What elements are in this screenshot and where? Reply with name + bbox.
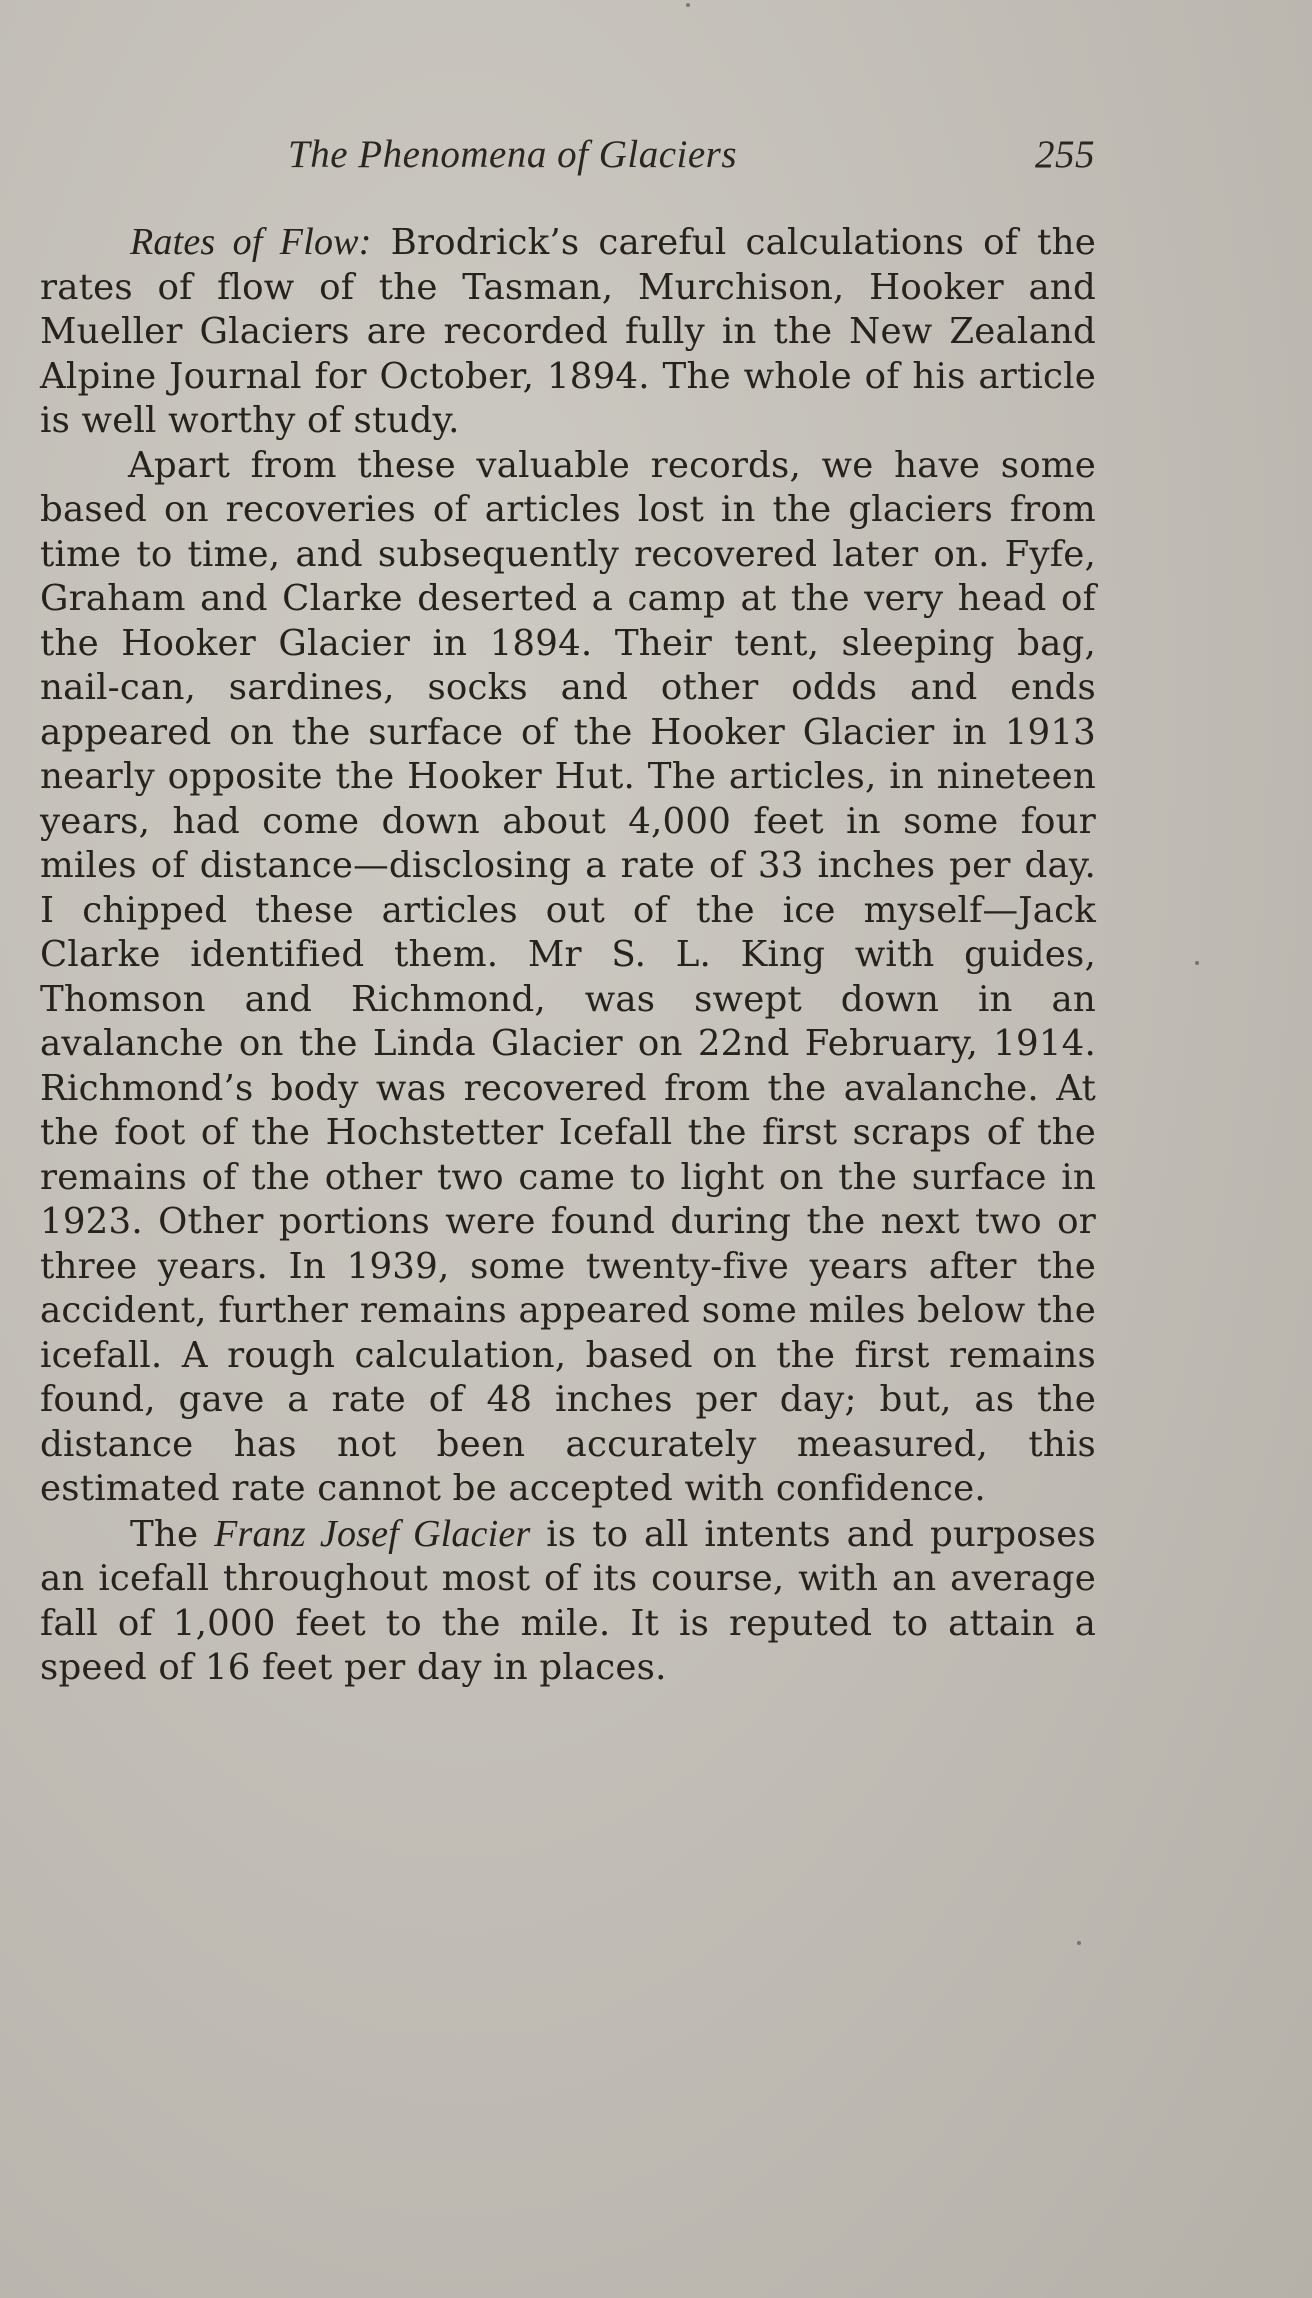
paragraph-franz-josef <box>40 1512 1096 1691</box>
body-text <box>40 220 1096 1691</box>
paragraph-rates-of-flow <box>40 220 1096 444</box>
paragraph-2-text: Apart from these valuable records, we have some based on recoveries of articles lost in the glaciers from time to time, and subsequently recovered later on. Fyfe, Graham and Clarke deserted a camp at the very head of the Hooker Glacier in 1894. Their tent, sleeping bag, nail-can, sardines, socks and other odds and ends appeared on the surface of the Hooker Glacier in 1913 nearly opposite the Hooker Hut. The articles, in nineteen years, had come down about 4,000 feet in some four miles of distance—disclosing a rate of 33 inches per day. I chipped these articles out of the ice myself—Jack Clarke identified them. Mr S. L. King with guides, Thomson and Richmond, was swept down in an avalanche on the Linda Glacier on 22nd February, 1914. Richmond’s body was recovered from the avalanche. At the foot of the Hochstetter Icefall the first scraps of the remains of the other two came to light on the surface in 1923. Other portions were found during the next two or three years. In 1939, some twenty-five years after the accident, further remains appeared some miles below the icefall. A rough calculation, based on the first remains found, gave a rate of 48 inches per day; but, as the distance has not been accurately measured, this estimated rate cannot be accepted with confidence. <box>40 444 1096 1509</box>
running-title: The Phenomena of Glaciers <box>288 133 738 176</box>
paper-speck <box>686 3 690 7</box>
running-head <box>40 132 1095 182</box>
paper-speck <box>1195 961 1199 965</box>
section-lead-in: Rates of Flow: <box>130 221 372 263</box>
franz-josef-glacier-name: Franz Josef Glacier <box>214 1512 531 1555</box>
page-number: 255 <box>1035 133 1095 176</box>
paragraph-3-pre: The <box>130 1513 215 1555</box>
paragraph-recoveries <box>40 444 1096 1512</box>
paper-speck <box>1077 1941 1081 1945</box>
paragraph-1-text: Brodrick’s careful calculations of the rates of flow of the Tasman, Murchison, Hooker and Mueller Glaciers are recorded fully in the New Zealand Alpine Journal for October, 1894. The whole of his article is well worthy of study. <box>40 222 1096 441</box>
paragraph-3-text: is to all intents and purposes an icefall throughout most of its course, with an average fall of 1,000 feet to the mile. It is reputed to attain a speed of 16 feet per day in places. <box>40 1513 1097 1688</box>
